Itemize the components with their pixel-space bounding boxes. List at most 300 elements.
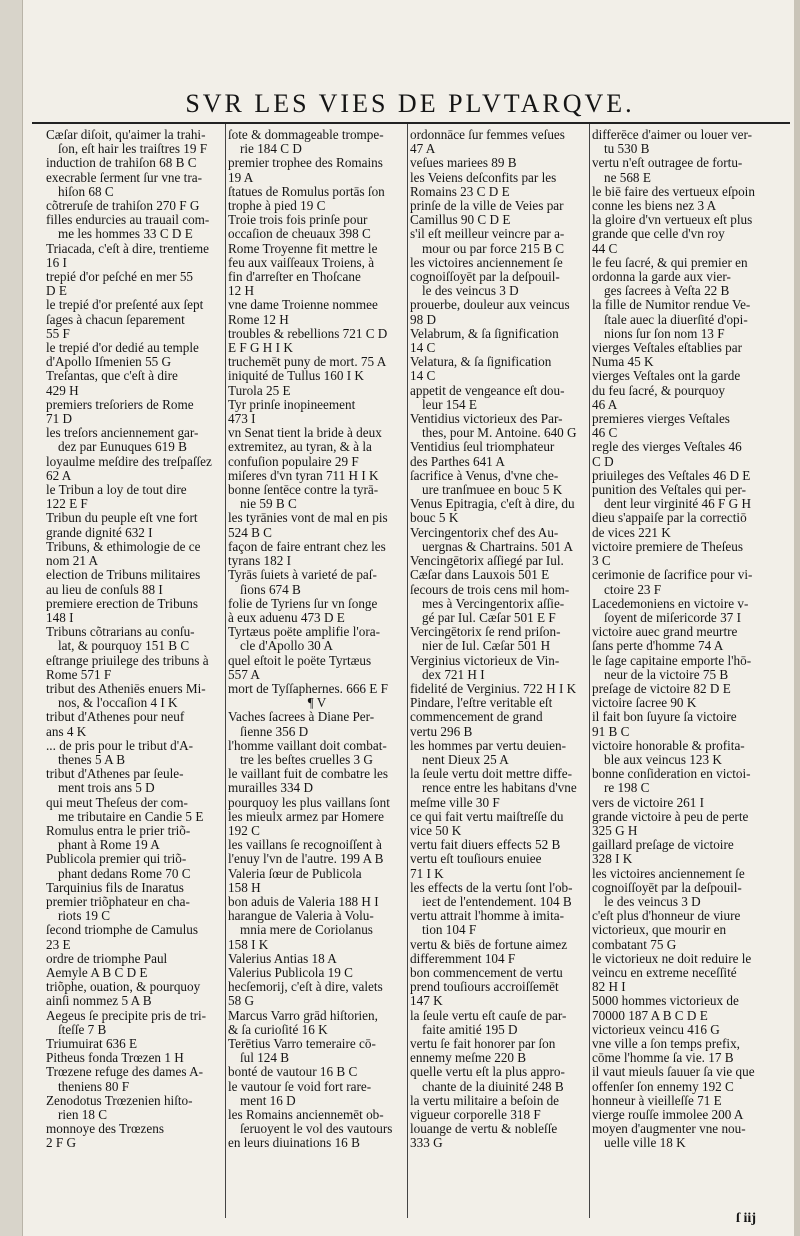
index-entry-line: Vercingentorix chef des Au- <box>410 525 559 540</box>
index-entry-line: 473 I <box>228 412 256 427</box>
index-entry-line: 55 F <box>46 326 70 341</box>
index-entry-line: tribut d'Athenes pour neuf <box>46 710 185 725</box>
index-entry-line: la ſeule vertu doit mettre diffe- <box>410 767 572 782</box>
index-entry-line: les tyrānies vont de mal en pis <box>228 511 388 526</box>
index-entry-line: rence entre les habitans d'vne <box>422 781 577 796</box>
header-rule <box>32 122 790 124</box>
index-entry-line: vierge rouſſe immolee 200 A <box>592 1108 744 1123</box>
index-entry-line: uelle ville 18 K <box>604 1136 686 1151</box>
index-entry-line: ctoire 23 F <box>604 582 662 597</box>
index-entry-line: Tyr prinſe inopineement <box>228 397 356 412</box>
index-entry-line: Velabrum, & ſa ſignification <box>410 326 559 341</box>
index-entry-line: theniens 80 F <box>58 1079 130 1094</box>
index-entry-line: le trepié d'or dedié au temple <box>46 341 199 356</box>
index-entry-line: confuſion populaire 29 F <box>228 454 359 469</box>
index-entry-line: Camillus 90 C D E <box>410 213 511 228</box>
index-entry-line: Vencingētorix aſſiegé par Iul. <box>410 554 564 569</box>
index-entry-line: tre les beſtes cruelles 3 G <box>240 752 373 767</box>
index-column-3 <box>410 128 588 1218</box>
index-entry-line: prouerbe, douleur aux veincus <box>410 298 570 313</box>
index-entry-line: des Parthes 641 A <box>410 454 505 469</box>
index-entry-line: ne 568 E <box>604 170 651 185</box>
index-entry-line: preſage de victoire 82 D E <box>592 681 731 696</box>
index-entry-line: la fille de Numitor rendue Ve- <box>592 298 751 313</box>
index-entry-line: s'il eſt meilleur veincre par a- <box>410 227 565 242</box>
index-entry-line: Vercingētorix ſe rend priſon- <box>410 625 561 640</box>
index-entry-line: ſote & dommageable trompe- <box>228 128 384 142</box>
index-entry-line: 70000 187 A B C D E <box>592 1008 708 1023</box>
index-entry-line: le des veincus 3 D <box>604 894 701 909</box>
index-entry-line: Trœzene refuge des dames A- <box>46 1065 203 1080</box>
index-entry-line: ... de pris pour le tribut d'A- <box>46 738 194 753</box>
index-entry-line: ble aux veincus 123 K <box>604 752 722 767</box>
index-entry-line: grande victoire à peu de perte <box>592 809 749 824</box>
index-entry-line: vice 50 K <box>410 823 462 838</box>
index-entry-line: rie 184 C D <box>240 142 302 157</box>
index-entry-line: au lieu de conſuls 88 I <box>46 582 163 597</box>
index-entry-line: la ſeule vertu eſt cauſe de par- <box>410 1008 567 1023</box>
index-entry-line: ſon, eſt hair les traiſtres 19 F <box>58 142 208 157</box>
index-entry-line: Triumuirat 636 E <box>46 1037 138 1051</box>
index-entry-line: vne ville a ſon temps prefix, <box>592 1037 740 1051</box>
index-entry-line: appetit de vengeance eſt dou- <box>410 383 565 398</box>
index-entry-line: les effects de la vertu ſont l'ob- <box>410 880 573 895</box>
index-entry-line: 44 C <box>592 241 618 256</box>
index-entry-line: meſme ville 30 F <box>410 795 500 810</box>
column-divider <box>225 124 226 1218</box>
index-entry-line: 158 H <box>228 880 261 895</box>
index-entry-line: 158 I K <box>228 937 269 952</box>
index-entry-line: nions ſur ſon nom 13 F <box>604 326 725 341</box>
index-entry-line: 82 H I <box>592 980 626 995</box>
index-entry-line: faite amitié 195 D <box>422 1022 518 1037</box>
index-entry-line: 46 A <box>592 397 618 412</box>
index-entry-line: les victoires anciennement ſe <box>410 255 563 270</box>
index-entry-line: feu aux vaiſſeaux Troiens, à <box>228 255 375 270</box>
index-entry-line: honneur à vieilleſſe 71 E <box>592 1093 722 1108</box>
column-divider <box>589 124 590 1218</box>
index-entry-line: louange de vertu & nobleſſe <box>410 1122 558 1137</box>
index-entry-line: C D <box>592 454 614 469</box>
index-entry-line: Marcus Varro grād hiſtorien, <box>228 1008 378 1023</box>
index-entry-line: eſtrange priuilege des tribuns à <box>46 653 209 668</box>
index-entry-line: ſans perte d'homme 74 A <box>592 639 724 654</box>
index-entry-line: ure tranſmuee en bouc 5 K <box>422 483 563 498</box>
index-entry-line: Romains 23 C D E <box>410 184 510 199</box>
index-entry-line: extremitez, au tyran, & à la <box>228 440 372 455</box>
index-entry-line: election de Tribuns militaires <box>46 568 201 583</box>
index-entry-line: 122 E F <box>46 497 88 512</box>
index-entry-line: les hommes par vertu deuien- <box>410 738 567 753</box>
index-entry-line: truchemēt puny de mort. 75 A <box>228 355 387 370</box>
index-entry-line: 71 D <box>46 412 73 427</box>
index-entry-line: nent Dieux 25 A <box>422 752 509 767</box>
index-entry-line: 14 C <box>410 369 436 384</box>
index-entry-line: Terētius Varro temeraire cō- <box>228 1037 376 1051</box>
index-entry-line: combatant 75 G <box>592 937 677 952</box>
index-entry-line: Numa 45 K <box>592 355 654 370</box>
index-entry-line: 5000 hommes victorieux de <box>592 994 739 1009</box>
index-entry-line: 147 K <box>410 994 443 1009</box>
index-entry-line: 23 E <box>46 937 71 952</box>
index-entry-line: victorieux veincu 416 G <box>592 1022 720 1037</box>
column-divider <box>407 124 408 1218</box>
index-entry-line: bon aduis de Valeria 188 H I <box>228 894 379 909</box>
index-entry-line: en leurs diuinations 16 B <box>228 1136 360 1151</box>
index-entry-line: nom 21 A <box>46 554 99 569</box>
index-entry-line: ſoyent de miſericorde 37 I <box>604 610 741 625</box>
index-entry-line: tion 104 F <box>422 923 477 938</box>
index-entry-line: victorieux, que mourir en <box>592 923 727 938</box>
index-entry-line: qui meut Theſeus der com- <box>46 795 188 810</box>
index-entry-line: ment trois ans 5 D <box>58 781 155 796</box>
index-entry-line: Tarquinius fils de Inaratus <box>46 880 184 895</box>
index-entry-line: les Veiens deſconfits par les <box>410 170 557 185</box>
index-entry-line: gé par Iul. Cæſar 501 E F <box>422 610 556 625</box>
index-entry-line: les vaillans ſe recognoiſſent à <box>228 838 382 853</box>
index-entry-line: victoire ſacree 90 K <box>592 696 697 711</box>
index-entry-line: me les hommes 33 C D E <box>58 227 193 242</box>
index-entry-line: uergnas & Chartrains. 501 A <box>422 539 574 554</box>
index-entry-line: Cæſar diſoit, qu'aimer la trahi- <box>46 128 206 142</box>
index-entry-line: occaſion de cheuaux 398 C <box>228 227 371 242</box>
index-entry-line: premieres vierges Veſtales <box>592 412 730 427</box>
index-entry-line: à eux aduenu 473 D E <box>228 610 345 625</box>
index-entry-line: hiſon 68 C <box>58 184 114 199</box>
index-entry-line: ordonna la garde aux vier- <box>592 270 731 285</box>
index-entry-line: vierges Veſtales ont la garde <box>592 369 741 384</box>
index-entry-line: thenes 5 A B <box>58 752 126 767</box>
index-entry-line: 328 I K <box>592 852 633 867</box>
index-entry-line: quel eſtoit le poëte Tyrtæus <box>228 653 372 668</box>
index-entry-line: Lacedemoniens en victoire v- <box>592 596 749 611</box>
index-entry-line: ſecours de trois cens mil hom- <box>410 582 570 597</box>
index-entry-line: tu 530 B <box>604 142 650 157</box>
index-entry-line: gaillard preſage de victoire <box>592 838 734 853</box>
index-entry-line: 62 A <box>46 468 72 483</box>
index-entry-line: le biē faire des vertueux eſpoin <box>592 184 755 199</box>
index-column-1 <box>46 128 224 1218</box>
index-entry-line: conne les biens nez 3 A <box>592 199 717 214</box>
index-entry-line: vertu n'eſt outragee de fortu- <box>592 156 743 171</box>
index-entry-line: Valerius Publicola 19 C <box>228 965 353 980</box>
index-entry-line: Pindare, l'eſtre veritable eſt <box>410 696 553 711</box>
index-entry-line: grande dignité 632 I <box>46 525 153 540</box>
index-entry-line: Valerius Antias 18 A <box>228 951 337 966</box>
index-entry-line: Troie trois fois prinſe pour <box>228 213 368 228</box>
index-entry-line: ſages à chacun ſeparement <box>46 312 185 327</box>
index-entry-line: Valeria ſœur de Publicola <box>228 866 362 881</box>
index-entry-line: Rome 571 F <box>46 667 112 682</box>
index-entry-line: ſions 674 B <box>240 582 301 597</box>
index-entry-line: 12 H <box>228 284 255 299</box>
index-entry-line: cognoiſſoyēt par la deſpouil- <box>592 880 742 895</box>
index-entry-line: lat, & pourquoy 151 B C <box>58 639 190 654</box>
index-entry-line: vers de victoire 261 I <box>592 795 705 810</box>
index-entry-line: chante de la diuinité 248 B <box>422 1079 564 1094</box>
index-entry-line: nos, & l'occaſion 4 I K <box>58 696 178 711</box>
index-entry-line: offenſer ſon ennemy 192 C <box>592 1079 734 1094</box>
index-entry-line: induction de trahiſon 68 B C <box>46 156 197 171</box>
index-entry-line: ordonnāce ſur femmes veſues <box>410 128 565 142</box>
index-entry-line: Zenodotus Trœzenien hiſto- <box>46 1093 193 1108</box>
index-entry-line: ennemy meſme 220 B <box>410 1051 527 1066</box>
index-entry-line: ment 16 D <box>240 1093 296 1108</box>
index-entry-line: vierges Veſtales eſtablies par <box>592 341 743 356</box>
index-entry-line: vigueur corporelle 318 F <box>410 1108 541 1123</box>
index-entry-line: monnoye des Trœzens <box>46 1122 164 1137</box>
index-entry-line: le Tribun a loy de tout dire <box>46 483 187 498</box>
index-entry-line: tyrans 182 I <box>228 554 291 569</box>
index-entry-line: fidelité de Verginius. 722 H I K <box>410 681 577 696</box>
index-entry-line: ſienne 356 D <box>240 724 309 739</box>
index-entry-line: ſeruoyent le vol des vautours <box>240 1122 393 1137</box>
index-entry-line: cerimonie de ſacrifice pour vi- <box>592 568 753 583</box>
index-entry-line: de vices 221 K <box>592 525 671 540</box>
index-entry-line: ſteſſe 7 B <box>58 1022 107 1037</box>
index-entry-line: dieu s'appaiſe par la correctiō <box>592 511 747 526</box>
index-entry-line: regle des vierges Veſtales 46 <box>592 440 742 455</box>
index-entry-line: bonté de vautour 16 B C <box>228 1065 358 1080</box>
index-entry-line: Vaches ſacrees à Diane Per- <box>228 710 375 725</box>
index-column-4 <box>592 128 784 1218</box>
index-entry-line: la gloire d'vn vertueux eſt plus <box>592 213 753 228</box>
index-entry-line: D E <box>46 284 67 299</box>
index-entry-line: 58 G <box>228 994 255 1009</box>
index-entry-line: Ventidius victorieux des Par- <box>410 412 563 427</box>
index-entry-line: dex 721 H I <box>422 667 485 682</box>
index-entry-line: 2 F G <box>46 1136 77 1151</box>
index-entry-line: priuileges des Veſtales 46 D E <box>592 468 751 483</box>
index-entry-line: nie 59 B C <box>240 497 297 512</box>
index-entry-line: victoire premiere de Theſeus <box>592 539 743 554</box>
index-entry-line: ieɛt de l'entendement. 104 B <box>422 894 572 909</box>
index-entry-line: Treſantas, que c'eſt à dire <box>46 369 178 384</box>
index-entry-line: veincu en extreme neceſſité <box>592 965 737 980</box>
index-entry-line: le ſage capitaine emporte l'hō- <box>592 653 752 668</box>
index-entry-line: les victoires anciennement ſe <box>592 866 745 881</box>
index-entry-line: prinſe de la ville de Veies par <box>410 199 564 214</box>
index-entry-line: vertu ſe fait honorer par ſon <box>410 1037 556 1051</box>
index-entry-line: vertu 296 B <box>410 724 473 739</box>
index-entry-line: nier de Iul. Cæſar 501 H <box>422 639 551 654</box>
index-entry-line: les mieulx armez par Homere <box>228 809 384 824</box>
index-entry-line: phant à Rome 19 A <box>58 838 160 853</box>
index-entry-line: Publicola premier qui triõ- <box>46 852 187 867</box>
index-entry-line: les Romains anciennemēt ob- <box>228 1108 384 1123</box>
index-entry-line: cle d'Apollo 30 A <box>240 639 333 654</box>
index-entry-line: loyaulme meſdire des treſpaſſez <box>46 454 212 469</box>
index-entry-line: dent leur virginité 46 F G H <box>604 497 752 512</box>
index-entry-line: cõtreruſe de trahiſon 270 F G <box>46 199 200 214</box>
index-entry-line: bouc 5 K <box>410 511 459 526</box>
index-entry-line: c'eſt plus d'honneur de viure <box>592 909 741 924</box>
index-entry-line: 14 C <box>410 341 436 356</box>
index-entry-line: le vaillant fuit de combatre les <box>228 767 389 782</box>
index-entry-line: Velatura, & ſa ſignification <box>410 355 552 370</box>
index-entry-line: Turola 25 E <box>228 383 291 398</box>
index-entry-line: Aegeus ſe precipite pris de tri- <box>46 1008 207 1023</box>
index-entry-line: bonne conſideration en victoi- <box>592 767 751 782</box>
signature-mark: ſ iij <box>736 1211 756 1226</box>
index-entry-line: me tributaire en Candie 5 E <box>58 809 204 824</box>
index-entry-line: 46 C <box>592 426 618 441</box>
index-entry-line: bonne ſentēce contre la tyrā- <box>228 483 379 498</box>
index-entry-line: bon commencement de vertu <box>410 965 563 980</box>
index-entry-line: troubles & rebellions 721 C D <box>228 326 388 341</box>
index-entry-line: differēce d'aimer ou louer ver- <box>592 128 753 142</box>
index-entry-line: ſtale auec la diuerſité d'opi- <box>604 312 748 327</box>
index-entry-line: mnia mere de Coriolanus <box>240 923 373 938</box>
index-entry-line: mort de Tyſſaphernes. 666 E F <box>228 681 388 696</box>
index-entry-line: vertu attrait l'homme à imita- <box>410 909 564 924</box>
index-entry-line: le vautour ſe void fort rare- <box>228 1079 372 1094</box>
index-entry-line: l'enuy l'vn de l'autre. 199 A B <box>228 852 384 867</box>
index-entry-line: ſtatues de Romulus portās ſon <box>228 184 385 199</box>
index-entry-line: punition des Veſtales qui per- <box>592 483 747 498</box>
index-entry-line: murailles 334 D <box>228 781 313 796</box>
index-entry-line: grande que celle d'vn roy <box>592 227 725 242</box>
index-entry-line: 557 A <box>228 667 260 682</box>
index-entry-line: iniquité de Tullus 160 I K <box>228 369 364 384</box>
index-entry-line: Rome 12 H <box>228 312 289 327</box>
index-entry-line: 47 A <box>410 142 436 157</box>
index-entry-line: 333 G <box>410 1136 443 1151</box>
index-entry-line: vertu eſt touſiours enuiee <box>410 852 542 867</box>
index-entry-line: trophe à pied 19 C <box>228 199 326 214</box>
index-entry-line: fin d'arreſter en Thoſcane <box>228 270 361 285</box>
index-entry-line: vne dame Troienne nommee <box>228 298 378 313</box>
index-entry-line: riots 19 C <box>58 909 111 924</box>
index-entry-line: ſul 124 B <box>240 1051 290 1066</box>
index-entry-line: vn Senat tient la bride à deux <box>228 426 382 441</box>
index-entry-line: trepié d'or peſché en mer 55 <box>46 270 194 285</box>
index-entry-line: Venus Epitragia, c'eſt à dire, du <box>410 497 575 512</box>
index-entry-line: Tyrās ſuiets à varieté de paſ- <box>228 568 377 583</box>
index-entry-line: commencement de grand <box>410 710 543 725</box>
index-entry-line: differemment 104 F <box>410 951 516 966</box>
index-entry-line: 148 I <box>46 610 74 625</box>
index-entry-line: filles endurcies au trauail com- <box>46 213 210 228</box>
index-entry-line: Tribuns, & ethimologie de ce <box>46 539 201 554</box>
index-entry-line: vertu fait diuers effects 52 B <box>410 838 561 853</box>
index-entry-line: le des veincus 3 D <box>422 284 519 299</box>
index-entry-line: premier triõphateur en cha- <box>46 894 190 909</box>
index-entry-line: 19 A <box>228 170 254 185</box>
index-entry-line: il vaut mieuls ſauuer ſa vie que <box>592 1065 755 1080</box>
index-entry-line: d'Apollo Iſmenien 55 G <box>46 355 172 370</box>
index-entry-line: prend touſiours accroiſſemēt <box>410 980 559 995</box>
index-entry-line: mes à Vercingentorix aſſie- <box>422 596 565 611</box>
index-entry-line: triõphe, ouation, & pourquoy <box>46 980 201 995</box>
index-entry-line: harangue de Valeria à Volu- <box>228 909 374 924</box>
index-entry-line: & ſa curioſité 16 K <box>228 1022 328 1037</box>
index-entry-line: l'homme vaillant doit combat- <box>228 738 387 753</box>
index-entry-line: 98 D <box>410 312 437 327</box>
index-entry-line: le trepié d'or preſenté aux ſept <box>46 298 204 313</box>
index-entry-line: ¶ V <box>307 696 327 711</box>
page-edge <box>794 0 800 1236</box>
index-entry-line: Aemyle A B C D E <box>46 965 148 980</box>
index-entry-line: victoire auec grand meurtre <box>592 625 738 640</box>
index-entry-line: il fait bon ſuyure ſa victoire <box>592 710 737 725</box>
index-entry-line: ſecond triomphe de Camulus <box>46 923 198 938</box>
index-entry-line: 16 I <box>46 255 67 270</box>
index-entry-line: dez par Eunuques 619 B <box>58 440 187 455</box>
index-entry-line: ges ſacrees à Veſta 22 B <box>604 284 730 299</box>
index-entry-line: 3 C <box>592 554 611 569</box>
index-entry-line: Ventidius ſeul triomphateur <box>410 440 555 455</box>
index-entry-line: mour ou par force 215 B C <box>422 241 565 256</box>
index-entry-line: Tribun du peuple eſt vne fort <box>46 511 198 526</box>
index-entry-line: la vertu militaire a beſoin de <box>410 1093 560 1108</box>
index-entry-line: Verginius victorieux de Vin- <box>410 653 560 668</box>
index-entry-line: Triacada, c'eſt à dire, trentieme <box>46 241 209 256</box>
index-entry-line: Pitheus fonda Trœzen 1 H <box>46 1051 184 1066</box>
index-entry-line: miſeres d'vn tyran 711 H I K <box>228 468 379 483</box>
index-entry-line: hecſemorij, c'eſt à dire, valets <box>228 980 383 995</box>
index-entry-line: 71 I K <box>410 866 444 881</box>
index-entry-line: ordre de triomphe Paul <box>46 951 168 966</box>
index-entry-line: quelle vertu eſt la plus appro- <box>410 1065 565 1080</box>
index-entry-line: execrable ſerment ſur vne tra- <box>46 170 202 185</box>
index-entry-line: ainſi nommez 5 A B <box>46 994 152 1009</box>
index-entry-line: façon de faire entrant chez les <box>228 539 386 554</box>
index-entry-line: les treſors anciennement gar- <box>46 426 199 441</box>
index-entry-line: premiere erection de Tribuns <box>46 596 198 611</box>
index-entry-line: cōme l'homme ſa vie. 17 B <box>592 1051 734 1066</box>
index-entry-line: folie de Tyriens ſur vn ſonge <box>228 596 378 611</box>
binding-gutter <box>0 0 23 1236</box>
index-entry-line: leur 154 E <box>422 397 477 412</box>
running-header: SVR LES VIES DE PLVTARQVE. <box>185 89 635 118</box>
index-entry-line: rien 18 C <box>58 1108 108 1123</box>
index-entry-line: vertu & biēs de fortune aimez <box>410 937 568 952</box>
index-entry-line: ſacrifice à Venus, d'vne che- <box>410 468 559 483</box>
index-entry-line: du feu ſacré, & pourquoy <box>592 383 725 398</box>
index-entry-line: Tribuns cõtrarians au conſu- <box>46 625 195 640</box>
index-entry-line: thes, pour M. Antoine. 640 G <box>422 426 577 441</box>
index-entry-line: moyen d'augmenter vne nou- <box>592 1122 746 1137</box>
index-entry-line: tribut des Atheniēs enuers Mi- <box>46 681 206 696</box>
index-entry-line: Tyrtæus poëte amplifie l'ora- <box>228 625 380 640</box>
index-entry-line: re 198 C <box>604 781 650 796</box>
index-entry-line: le victorieux ne doit reduire le <box>592 951 752 966</box>
index-entry-line: neur de la victoire 75 B <box>604 667 729 682</box>
index-entry-line: 429 H <box>46 383 79 398</box>
index-entry-line: premiers treſoriers de Rome <box>46 397 194 412</box>
index-entry-line: veſues mariees 89 B <box>410 156 517 171</box>
index-entry-line: tribut d'Athenes par ſeule- <box>46 767 184 782</box>
index-entry-line: 91 B C <box>592 724 630 739</box>
index-entry-line: 325 G H <box>592 823 638 838</box>
index-entry-line: victoire honorable & profita- <box>592 738 745 753</box>
index-entry-line: Cæſar dans Lauxois 501 E <box>410 568 550 583</box>
index-entry-line: premier trophee des Romains <box>228 156 383 171</box>
index-entry-line: le feu ſacré, & qui premier en <box>592 255 748 270</box>
index-entry-line: ce qui fait vertu maiſtreſſe du <box>410 809 564 824</box>
index-entry-line: Romulus entra le prier triõ- <box>46 823 191 838</box>
index-entry-line: phant dedans Rome 70 C <box>58 866 191 881</box>
index-entry-line: Rome Troyenne fit mettre le <box>228 241 378 256</box>
index-column-2 <box>228 128 406 1218</box>
index-entry-line: 192 C <box>228 823 260 838</box>
index-entry-line: cognoiſſoyēt par la deſpouil- <box>410 270 560 285</box>
index-entry-line: pourquoy les plus vaillans ſont <box>228 795 390 810</box>
index-entry-line: ans 4 K <box>46 724 87 739</box>
index-entry-line: 524 B C <box>228 525 272 540</box>
index-entry-line: E F G H I K <box>228 341 293 356</box>
